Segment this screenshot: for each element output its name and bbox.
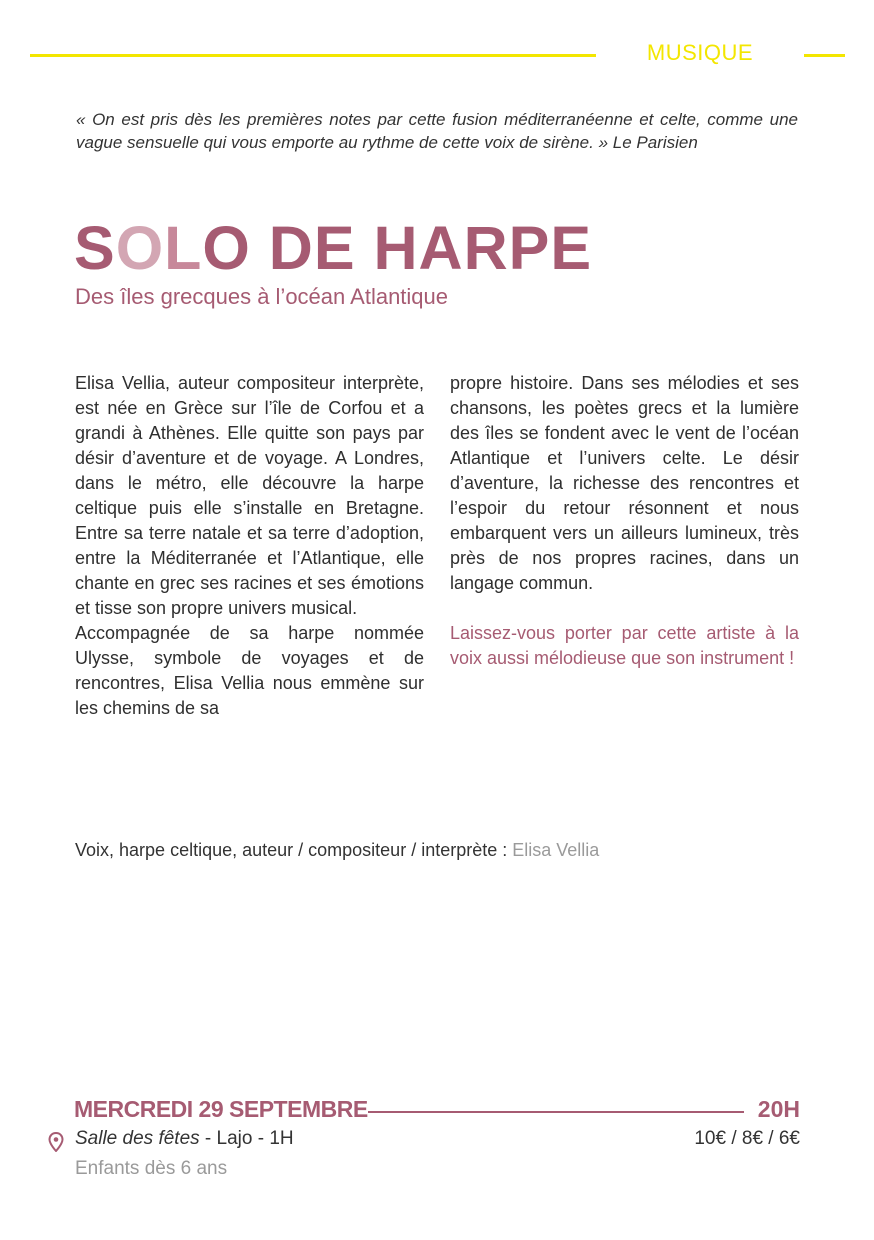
header-rule-left: [30, 54, 596, 57]
section-label: MUSIQUE: [646, 40, 754, 65]
body-column-right: [450, 371, 799, 671]
invitation-text: Laissez-vous porter par cette artiste à la voix aussi mélodieuse que son instrument !: [450, 623, 799, 668]
body-column-left: [75, 371, 424, 721]
event-prices: 10€ / 8€ / 6€: [694, 1128, 800, 1149]
event-time: 20H: [757, 1096, 800, 1122]
credits: [75, 840, 599, 861]
body-paragraph: propre histoire. Dans ses mélodies et ses chansons, les poètes grecs et la lumière des îles se fondent avec le vent de l’océan Atlantique et l’univers celte. Le désir d’aventure, la richesse des rencontres et l’espoir du retour résonnent et nous embarquent vers un ailleurs lumineux, très près de nos propres racines, dans un langage commun.: [450, 373, 799, 593]
event-date: MERCREDI 29 SEPTEMBRE: [74, 1096, 368, 1122]
body-paragraph: Accompagnée de sa harpe nommée Ulysse, symbole de voyages et de rencontres, Elisa Vellia nous emmène sur les chemins de sa: [75, 623, 424, 718]
event-venue: Salle des fêtes - Lajo - 1H: [75, 1128, 294, 1149]
date-rule: [364, 1111, 744, 1113]
header-rule-right: [804, 54, 845, 57]
subtitle: Des îles grecques à l’océan Atlantique: [75, 284, 449, 309]
page-title: SOLO DE HARPE: [74, 214, 593, 282]
location-pin-icon: [48, 1132, 64, 1152]
event-age: Enfants dès 6 ans: [75, 1158, 228, 1179]
body-paragraph: Elisa Vellia, auteur compositeur interprète, est née en Grèce sur l’île de Corfou et a grandi à Athènes. Elle quitte son pays par désir d’aventure et de voyage. A Londres, dans le métro, elle découvre la harpe celtique puis elle s’installe en Bretagne. Entre sa terre natale et sa terre d’adoption, entre la Méditerranée et l’Atlantique, elle chante en grec ses racines et ses émotions et tisse son propre univers musical.: [75, 373, 424, 618]
event-date-row: [74, 1096, 800, 1126]
credits-label: Voix, harpe celtique, auteur / compositeur / interprète :: [75, 840, 513, 860]
press-quote: « On est pris dès les premières notes par cette fusion méditerranéenne et celte, comme une vague sensuelle qui vous emporte au rythme de cette voix de sirène. » Le Parisien: [76, 110, 798, 152]
artist-name: Elisa Vellia: [512, 840, 600, 860]
